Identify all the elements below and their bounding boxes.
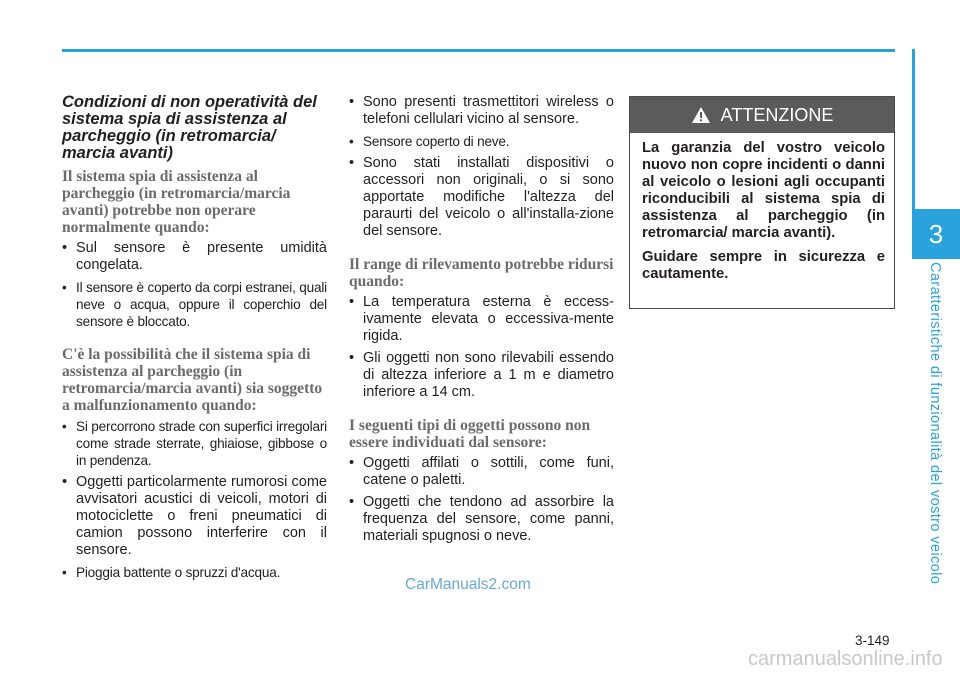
bullet-icon: •	[349, 134, 354, 149]
left-column	[62, 94, 327, 586]
chapter-side-label: Caratteristiche di funzionalità del vostro veicolo	[927, 262, 943, 585]
warning-title: ATTENZIONE	[720, 104, 834, 125]
bullet-list	[62, 240, 327, 330]
sub-heading-range: Il range di rilevamento potrebbe ridursi quando:	[349, 256, 614, 290]
bullet-icon: •	[349, 455, 355, 471]
top-rule	[62, 49, 895, 52]
middle-column	[349, 94, 614, 550]
list-item: • La temperatura esterna è eccess-ivamente elevata o eccessiva-mente rigida.	[349, 294, 614, 344]
bullet-icon: •	[349, 350, 355, 366]
side-rule	[912, 49, 915, 209]
sub-heading-malfunction: Il sistema spia di assistenza al parcheggio (in retromarcia/marcia avanti) potrebbe non operare normalmente quando:	[62, 168, 291, 236]
list-item: • Gli oggetti non sono rilevabili essendo di altezza inferiore a 1 m e diametro inferiore a 14 cm.	[349, 350, 614, 400]
footer-watermark: carmanualsonline.info	[748, 648, 943, 670]
bullet-icon: •	[62, 240, 68, 256]
bullet-list	[62, 418, 327, 581]
list-item: • Pioggia battente o spruzzi d'acqua.	[62, 565, 281, 580]
list-item: • Sono presenti trasmettitori wireless o telefoni cellulari vicino al sensore.	[349, 94, 614, 127]
list-item: • Oggetti particolarmente rumorosi come avvisatori acustici di veicoli, motori di motociclette o freni pneumatici di camion possono interferire con il sensore.	[62, 474, 327, 558]
bullet-list	[349, 94, 614, 240]
watermark: CarManuals2.com	[405, 576, 531, 593]
list-item: • Il sensore è coperto da corpi estranei, quali neve o acqua, oppure il coperchio del sensore è bloccato.	[62, 280, 327, 329]
list-item: • Sono stati installati dispositivi o accessori non originali, o si sono apportate modifiche l'altezza del paraurti del veicolo o all'installa-zione del sensore.	[349, 155, 614, 239]
warning-paragraph: La garanzia del vostro veicolo nuovo non copre incidenti o danni al veicolo o lesioni agli occupanti riconducibili al sistema spia di assistenza al parcheggio (in retromarcia/ marcia avanti).	[642, 140, 885, 241]
warning-header	[630, 97, 894, 133]
section-title: Condizioni di non operatività del sistema spia di assistenza al parcheggio (in retromarcia/ marcia avanti)	[62, 93, 317, 162]
list-item: • Sul sensore è presente umidità congelata.	[62, 240, 327, 273]
list-item: • Oggetti affilati o sottili, come funi, catene o paletti.	[349, 455, 614, 488]
bullet-icon: •	[62, 419, 67, 434]
bullet-icon: •	[62, 565, 67, 580]
bullet-list	[349, 294, 614, 401]
bullet-icon: •	[349, 155, 355, 171]
chapter-tab: 3	[912, 209, 960, 259]
bullet-icon: •	[62, 474, 68, 490]
warning-box	[629, 96, 895, 309]
bullet-icon: •	[62, 280, 67, 295]
bullet-list	[349, 455, 614, 545]
list-item: • Sensore coperto di neve.	[349, 134, 510, 149]
sub-heading-objects: I seguenti tipi di oggetti possono non essere individuati dal sensore:	[349, 417, 591, 451]
bullet-icon: •	[349, 494, 355, 510]
warning-paragraph: Guidare sempre in sicurezza e cautamente.	[642, 249, 885, 282]
warning-triangle-icon	[691, 106, 711, 124]
bullet-icon: •	[349, 294, 355, 310]
bullet-icon: •	[349, 94, 355, 110]
warning-body	[630, 133, 894, 283]
list-item: • Oggetti che tendono ad assorbire la frequenza del sensore, come panni, materiali spugnosi o neve.	[349, 494, 614, 544]
sub-heading-possibility: C'è la possibilità che il sistema spia di assistenza al parcheggio (in retromarcia/marcia avanti) sia soggetto a malfunzionamento quando:	[62, 346, 323, 414]
list-item: • Si percorrono strade con superfici irregolari come strade sterrate, ghiaiose, gibbose o in pendenza.	[62, 419, 327, 468]
page-number: 3-149	[855, 633, 890, 648]
